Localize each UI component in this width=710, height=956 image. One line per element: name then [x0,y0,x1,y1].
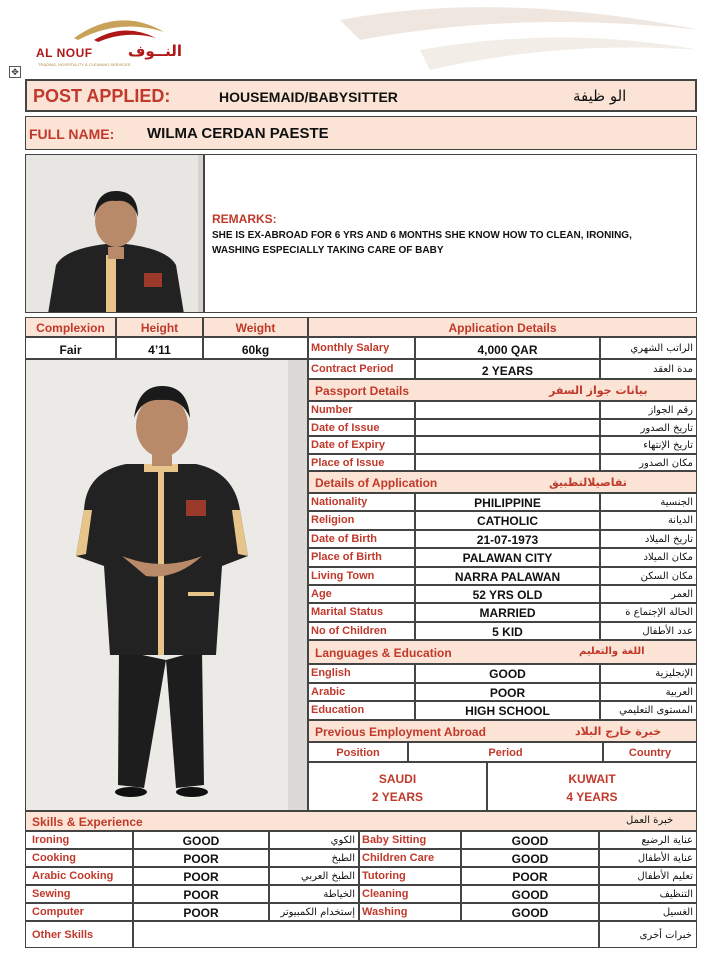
details-row-value: PALAWAN CITY [415,548,600,566]
employment-entry-2 [487,762,697,811]
passport-row-label: Number [308,401,415,419]
logo-text-ar: النــوف [128,42,182,60]
skill-left-ar: الطبخ [269,849,359,867]
skill-right-label: Cleaning [359,885,461,903]
post-applied-row [25,79,697,112]
details-row-ar: العمر [600,585,697,603]
employment-col-period: Period [408,742,603,762]
logo-text-en: AL NOUF [36,46,93,60]
skill-right-value: GOOD [461,903,599,921]
employment-col-position: Position [308,742,408,762]
post-applied-value: HOUSEMAID/BABYSITTER [219,89,398,105]
salary-ar: الراتب الشهري [600,337,697,359]
passport-row-ar: تاريخ الإنتهاء [600,436,697,454]
passport-row-ar: مكان الصدور [600,454,697,472]
passport-row-value [415,454,600,472]
details-row-value: CATHOLIC [415,511,600,529]
skill-right-value: GOOD [461,831,599,849]
language-row-ar: المستوى التعليمي [600,701,697,720]
employment-header [308,720,697,742]
skill-right-label: Children Care [359,849,461,867]
employment-col-country: Country [603,742,697,762]
remarks-line-1: SHE IS EX-ABROAD FOR 6 YRS AND 6 MONTHS SHE KNOW HOW TO CLEAN, IRONING, [212,230,632,241]
details-row-label: Age [308,585,415,603]
passport-row-label: Date of Expiry [308,436,415,454]
passport-row-value [415,419,600,437]
passport-row-ar: رقم الجواز [600,401,697,419]
remarks-box [204,154,697,313]
skill-left-ar: الخياطة [269,885,359,903]
details-row-ar: الحالة الإجتماع ة [600,603,697,621]
passport-title: Passport Details [315,384,410,398]
passport-row-value [415,436,600,454]
details-row-value: MARRIED [415,603,600,621]
salary-label: Monthly Salary [308,337,415,359]
employment-period-2: 4 YEARS [566,790,618,804]
company-logo [36,8,196,68]
application-details-header: Application Details [308,317,697,337]
header-swoosh [300,0,710,80]
details-row-ar: الجنسية [600,493,697,511]
skill-left-label: Ironing [25,831,133,849]
employment-title-ar: خبرة خارج البلاد [575,725,662,738]
skill-left-ar: الكوي [269,831,359,849]
details-row-value: 5 KID [415,622,600,640]
employment-country-2: KUWAIT [568,772,616,786]
language-row-ar: الإنجليزية [600,664,697,683]
skill-left-label: Computer [25,903,133,921]
details-row-ar: عدد الأطفال [600,622,697,640]
post-applied-ar: الو ظيفة [573,87,627,105]
skill-right-ar: الغسيل [599,903,697,921]
details-row-ar: الديانة [600,511,697,529]
skill-left-ar: إستخدام الكمبيوتر [269,903,359,921]
language-row-value: POOR [415,683,600,702]
employment-country-1: SAUDI [378,772,417,786]
complexion-value: Fair [25,337,116,359]
skill-right-ar: عناية الأطفال [599,849,697,867]
details-row-value: NARRA PALAWAN [415,567,600,585]
complexion-header: Complexion [25,317,116,337]
portrait-photo-image [26,155,204,313]
skill-left-value: POOR [133,903,269,921]
logo-emblem-icon [64,8,174,44]
passport-row-value [415,401,600,419]
logo-tagline: TRADING, HOSPITALITY & CLEANING SERVICES [38,62,131,67]
post-applied-label: POST APPLIED: [33,86,171,106]
language-row-value: GOOD [415,664,600,683]
passport-row-label: Date of Issue [308,419,415,437]
details-header [308,471,697,493]
skill-left-label: Arabic Cooking [25,867,133,885]
passport-title-ar: بيانات جواز السفر [549,384,648,397]
details-row-value: PHILIPPINE [415,493,600,511]
salary-value: 4,000 QAR [415,337,600,359]
skill-left-value: POOR [133,885,269,903]
contract-value: 2 YEARS [415,359,600,379]
passport-header [308,379,697,401]
skill-left-label: Cooking [25,849,133,867]
details-title: Details of Application [315,476,438,490]
skills-title: Skills & Experience [32,815,143,829]
skill-right-ar: التنظيف [599,885,697,903]
employment-period-1: 2 YEARS [371,790,424,804]
full-name-value: WILMA CERDAN PAESTE [147,125,329,142]
height-value: 4’11 [116,337,203,359]
skill-right-label: Baby Sitting [359,831,461,849]
contract-label: Contract Period [308,359,415,379]
language-row-label: English [308,664,415,683]
details-title-ar: تفاصيلالتطبيق [549,476,627,489]
passport-row-label: Place of Issue [308,454,415,472]
height-header: Height [116,317,203,337]
other-skills-ar: خبرات أخرى [599,921,697,948]
language-row-label: Arabic [308,683,415,702]
skill-right-value: POOR [461,867,599,885]
cv-sheet [25,79,697,948]
skill-left-label: Sewing [25,885,133,903]
details-row-value: 52 YRS OLD [415,585,600,603]
details-row-label: Living Town [308,567,415,585]
passport-row-ar: تاريخ الصدور [600,419,697,437]
skills-header [25,811,697,831]
skill-right-label: Tutoring [359,867,461,885]
details-row-label: Marital Status [308,603,415,621]
contract-ar: مدة العقد [600,359,697,379]
language-row-ar: العربية [600,683,697,702]
language-row-value: HIGH SCHOOL [415,701,600,720]
details-row-ar: تاريخ الميلاد [600,530,697,548]
skill-left-ar: الطبخ العربي [269,867,359,885]
other-skills-label: Other Skills [25,921,133,948]
remarks-label: REMARKS: [212,212,277,226]
portrait-photo [25,154,204,313]
languages-title-ar: اللغة والتعليم [579,646,645,657]
weight-header: Weight [203,317,308,337]
languages-header [308,640,697,664]
skill-left-value: GOOD [133,831,269,849]
full-name-row [25,116,697,150]
skill-right-value: GOOD [461,849,599,867]
details-row-ar: مكان الميلاد [600,548,697,566]
employment-title: Previous Employment Abroad [315,725,486,739]
details-row-label: Nationality [308,493,415,511]
full-body-photo [25,359,308,811]
table-move-handle-icon[interactable]: ✥ [9,66,21,78]
languages-title: Languages & Education [315,646,452,660]
employment-entry-1 [308,762,487,811]
full-name-label: FULL NAME: [29,126,115,142]
skill-right-ar: عناية الرضيع [599,831,697,849]
remarks-line-2: WASHING ESPECIALLY TAKING CARE OF BABY [212,245,444,256]
skill-right-value: GOOD [461,885,599,903]
details-row-label: Place of Birth [308,548,415,566]
language-row-label: Education [308,701,415,720]
details-row-ar: مكان السكن [600,567,697,585]
skill-right-label: Washing [359,903,461,921]
details-row-label: No of Children [308,622,415,640]
weight-value: 60kg [203,337,308,359]
details-row-label: Date of Birth [308,530,415,548]
skill-right-ar: تعليم الأطفال [599,867,697,885]
details-row-value: 21-07-1973 [415,530,600,548]
other-skills-value [133,921,599,948]
skills-title-ar: خبرة العمل [626,815,674,826]
details-row-label: Religion [308,511,415,529]
full-body-photo-image [26,360,308,811]
skill-left-value: POOR [133,849,269,867]
skill-left-value: POOR [133,867,269,885]
